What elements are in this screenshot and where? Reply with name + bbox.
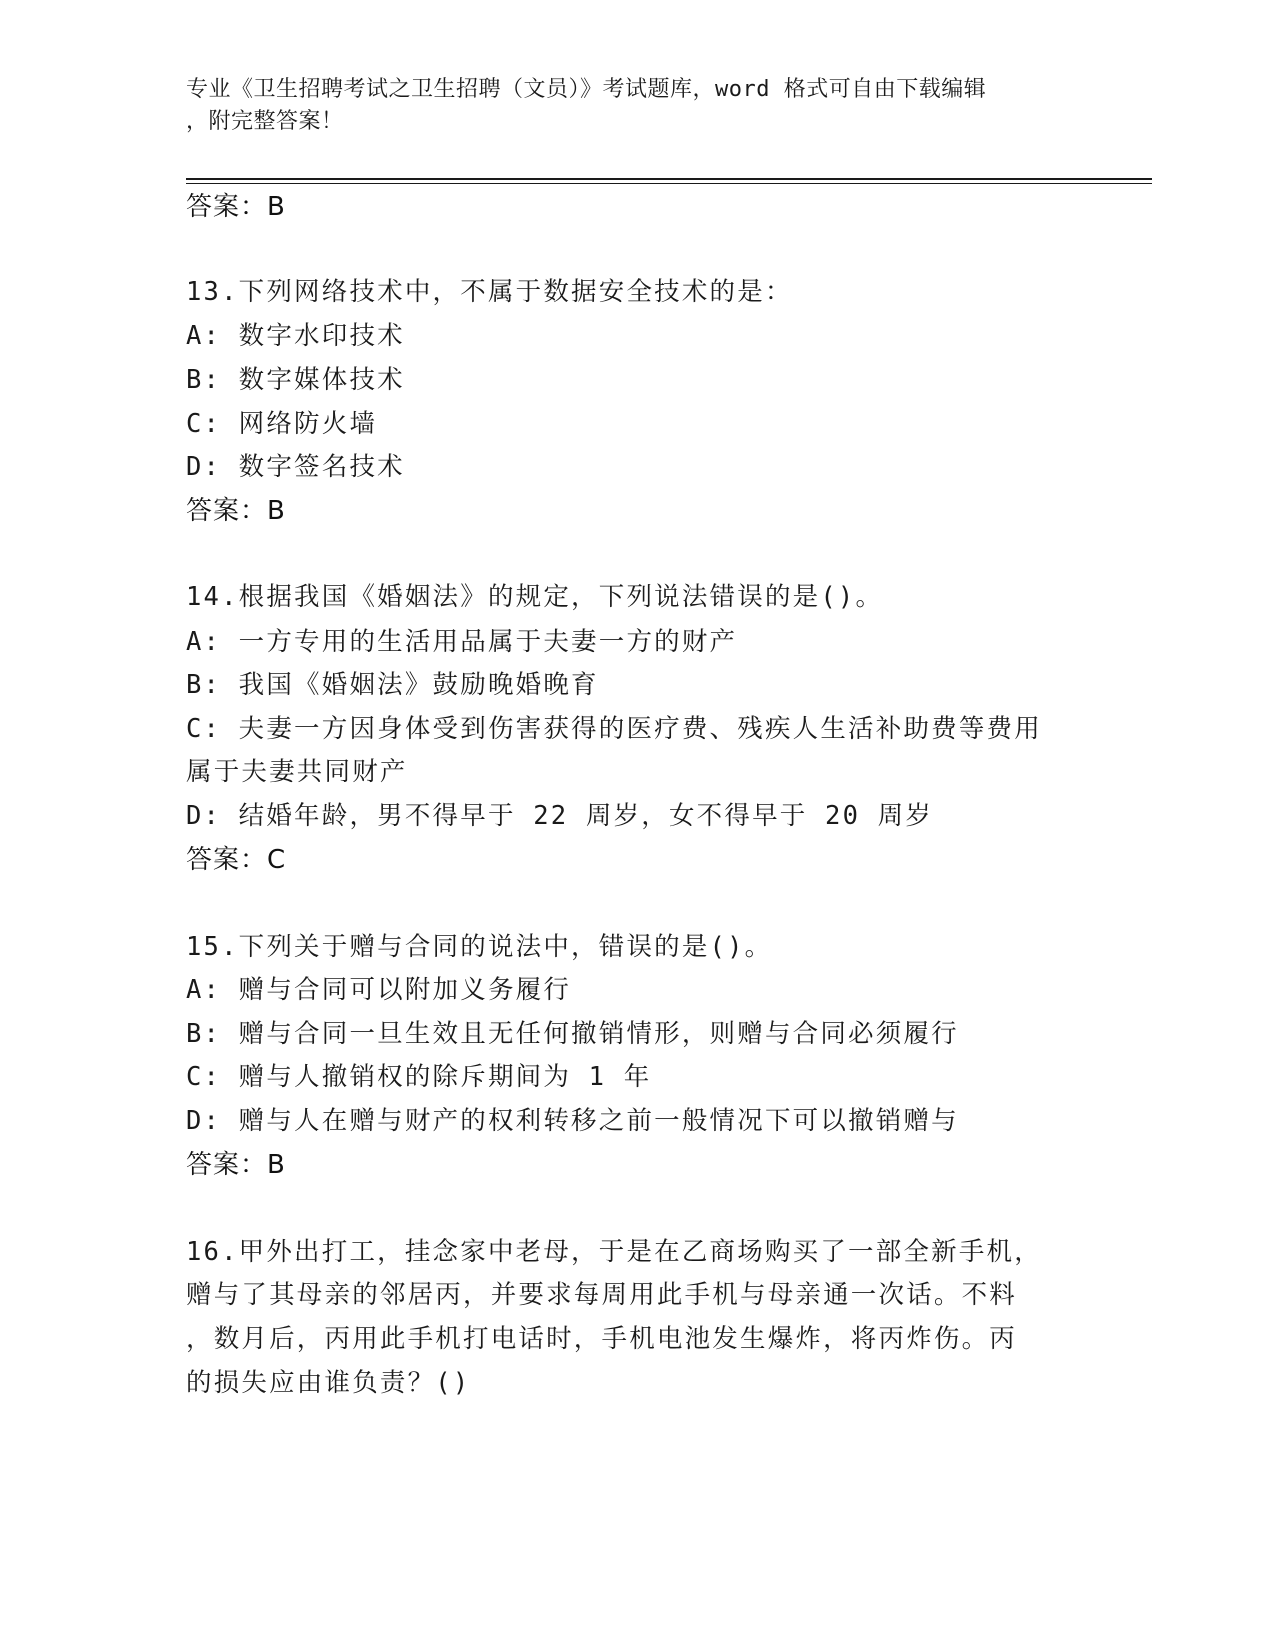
- question-16-stem-line-1: 16.甲外出打工，挂念家中老母，于是在乙商场购买了一部全新手机，: [186, 1237, 1042, 1267]
- question-14-option-c-continued: 属于夫妻共同财产: [186, 757, 408, 787]
- question-15-option-b: B: 赠与合同一旦生效且无任何撤销情形，则赠与合同必须履行: [186, 1019, 959, 1049]
- question-14-answer: 答案：C: [186, 845, 287, 875]
- question-16-stem-line-3: ，数月后，丙用此手机打电话时，手机电池发生爆炸，将丙炸伤。丙: [186, 1324, 1018, 1354]
- question-13-option-d: D: 数字签名技术: [186, 452, 405, 482]
- question-13-answer: 答案：B: [186, 496, 286, 526]
- question-14-option-a: A: 一方专用的生活用品属于夫妻一方的财产: [186, 627, 738, 657]
- document-header: [186, 74, 1066, 138]
- question-14-stem: 14.根据我国《婚姻法》的规定，下列说法错误的是()。: [186, 582, 884, 612]
- header-divider-thin: [186, 183, 1152, 184]
- question-14-option-b: B: 我国《婚姻法》鼓励晚婚晚育: [186, 670, 599, 700]
- question-14-option-c: C: 夫妻一方因身体受到伤害获得的医疗费、残疾人生活补助费等费用: [186, 714, 1042, 744]
- question-15-option-a: A: 赠与合同可以附加义务履行: [186, 975, 572, 1005]
- header-line-1: 专业《卫生招聘考试之卫生招聘（文员）》考试题库，word 格式可自由下载编辑: [186, 77, 987, 102]
- question-13-option-b: B: 数字媒体技术: [186, 365, 405, 395]
- question-13-option-c: C: 网络防火墙: [186, 409, 378, 439]
- question-13-option-a: A: 数字水印技术: [186, 321, 405, 351]
- header-divider: [186, 178, 1152, 180]
- question-16-stem-line-2: 赠与了其母亲的邻居丙，并要求每周用此手机与母亲通一次话。不料: [186, 1280, 1018, 1310]
- question-13-stem: 13.下列网络技术中，不属于数据安全技术的是：: [186, 277, 793, 307]
- question-15-answer: 答案：B: [186, 1150, 286, 1180]
- question-14-option-d: D: 结婚年龄，男不得早于 22 周岁，女不得早于 20 周岁: [186, 801, 934, 831]
- question-15-option-c: C: 赠与人撤销权的除斥期间为 1 年: [186, 1062, 652, 1092]
- question-15-stem: 15.下列关于赠与合同的说法中，错误的是()。: [186, 932, 773, 962]
- question-16-stem-line-4: 的损失应由谁负责？(): [186, 1368, 471, 1398]
- header-line-2: ，附完整答案！: [186, 109, 344, 134]
- previous-answer: 答案：B: [186, 192, 286, 222]
- question-15-option-d: D: 赠与人在赠与财产的权利转移之前一般情况下可以撤销赠与: [186, 1106, 959, 1136]
